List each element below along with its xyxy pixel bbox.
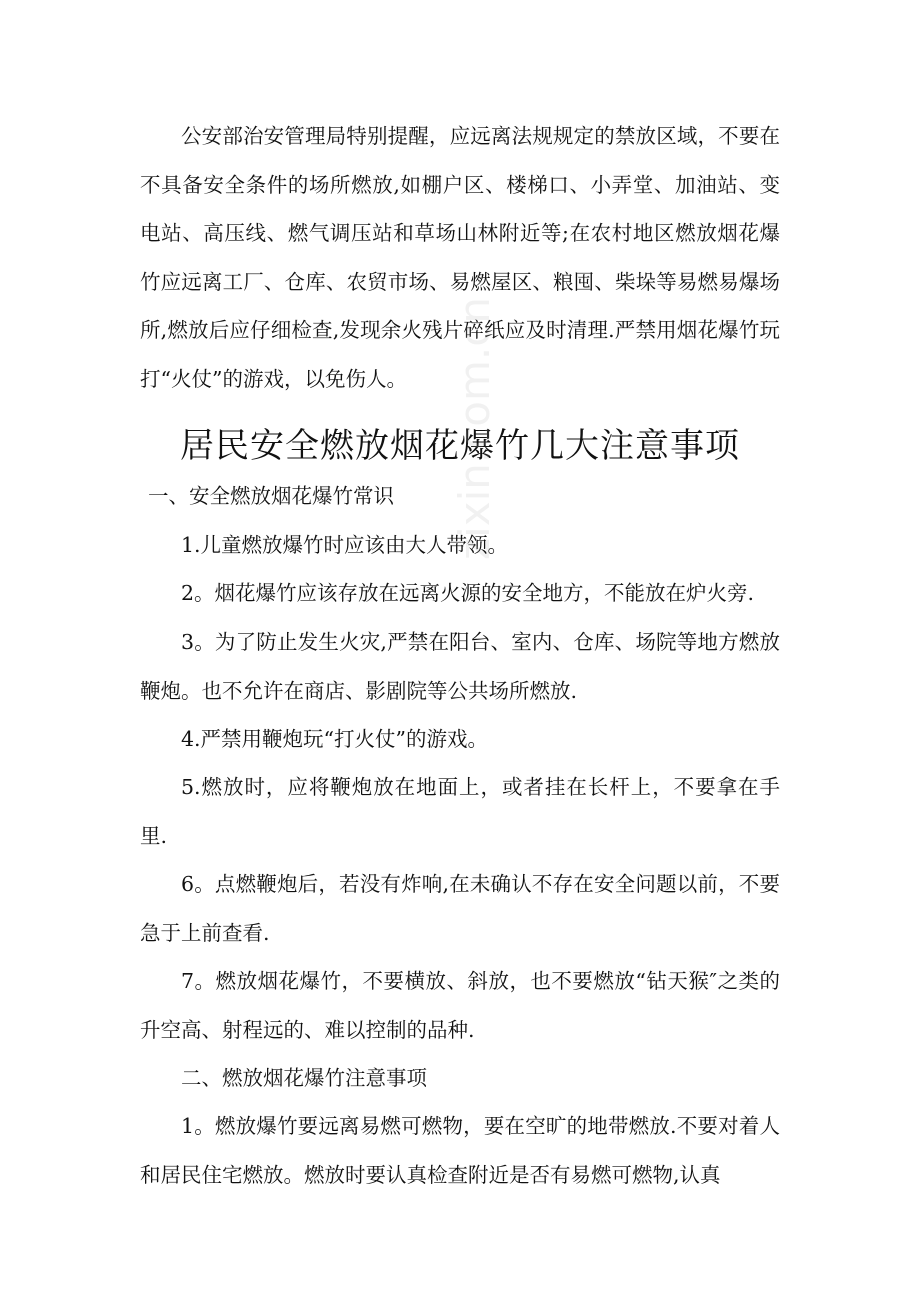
watermark: zixin.com.cn: [450, 297, 499, 560]
section-1-item-3: 3。为了防止发生火灾,严禁在阳台、室内、仓库、场院等地方燃放鞭炮。也不允许在商店、影剧院等公共场所燃放.: [140, 630, 780, 703]
section-1-item-7: 7。燃放烟花爆竹，不要横放、斜放，也不要燃放“钻天猴″之类的升空高、射程远的、难以控制的品种.: [140, 969, 780, 1042]
section-1-item-4: 4.严禁用鞭炮玩“打火仗”的游戏。: [181, 727, 489, 751]
intro-paragraph: 公安部治安管理局特别提醒，应远离法规规定的禁放区域，不要在不具备安全条件的场所燃放,如棚户区、楼梯口、小弄堂、加油站、变电站、高压线、燃气调压站和草场山林附近等;在农村地区燃放烟花爆竹应远离工厂、仓库、农贸市场、易燃屋区、粮囤、柴垛等易燃易爆场所,燃放后应仔细检查,发现余火残片碎纸应及时清理.严禁用烟花爆竹玩打“火仗”的游戏，以免伤人。: [140, 124, 780, 391]
section-2-heading: 二、燃放烟花爆竹注意事项: [181, 1066, 427, 1090]
section-1-item-2: 2。烟花爆竹应该存放在远离火源的安全地方，不能放在炉火旁.: [181, 581, 755, 605]
section-1-item-6: 6。点燃鞭炮后，若没有炸响,在未确认不存在安全问题以前，不要急于上前查看.: [140, 872, 780, 945]
section-1-item-1: 1.儿童燃放爆竹时应该由大人带领。: [181, 533, 509, 557]
section-1-item-5: 5.燃放时，应将鞭炮放在地面上，或者挂在长杆上，不要拿在手里.: [140, 775, 780, 848]
section-1-heading: 一、安全燃放烟花爆竹常识: [148, 484, 394, 508]
section-2-item-1: 1。燃放爆竹要远离易燃可燃物，要在空旷的地带燃放.不要对着人和居民住宅燃放。燃放时要认真检查附近是否有易燃可燃物,认真: [140, 1114, 780, 1187]
document-title: 居民安全燃放烟花爆竹几大注意事项: [180, 426, 740, 466]
